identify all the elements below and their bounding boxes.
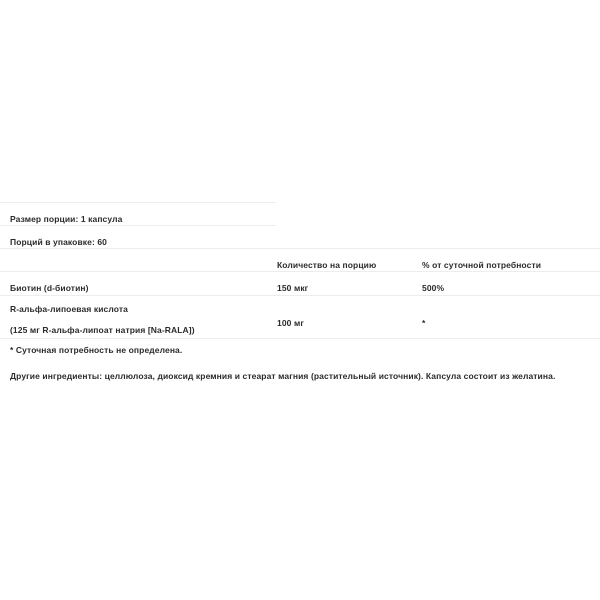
ingredient-daily-value-cell	[422, 296, 592, 329]
servings-per-container-text: Порций в упаковке: 60	[10, 237, 107, 247]
table-row-serving-size	[0, 202, 276, 225]
column-header-daily-value	[422, 249, 592, 271]
serving-size-cell	[10, 203, 276, 225]
table-row	[0, 271, 600, 295]
table-row	[0, 295, 600, 338]
ingredient-name-cell	[10, 296, 272, 336]
table-header-row	[0, 248, 600, 271]
ingredient-daily-value-text: *	[422, 318, 426, 328]
ingredient-amount-cell	[277, 272, 417, 294]
column-header-ingredient	[10, 249, 272, 260]
ingredient-name-text: Биотин (d-биотин)	[10, 283, 89, 293]
ingredient-name-cell	[10, 272, 272, 294]
table-row-servings-per-container	[0, 225, 276, 248]
ingredient-name-text: R-альфа-липоевая кислота	[10, 304, 128, 314]
other-ingredients-note: Другие ингредиенты: целлюлоза, диоксид кремния и стеарат магния (растительный источник). Капсула состоит из желатина.	[10, 371, 556, 381]
column-header-amount-label: Количество на порцию	[277, 260, 377, 270]
ingredient-daily-value-cell	[422, 272, 592, 294]
daily-value-footnote: * Суточная потребность не определена.	[10, 345, 183, 355]
ingredient-amount-text: 150 мкг	[277, 283, 309, 293]
ingredient-amount-text: 100 мг	[277, 318, 304, 328]
column-header-amount	[277, 249, 417, 271]
ingredient-name-subtext: (125 мг R-альфа-липоат натрия [Na-RALA])	[10, 325, 195, 335]
ingredient-amount-cell	[277, 296, 417, 329]
ingredient-daily-value-text: 500%	[422, 283, 445, 293]
supplement-facts-table	[0, 202, 600, 361]
column-header-daily-value-label: % от суточной потребности	[422, 260, 542, 270]
serving-size-text: Размер порции: 1 капсула	[10, 214, 123, 224]
column-header-ingredient-label	[10, 249, 272, 260]
servings-per-container-cell	[10, 226, 276, 248]
